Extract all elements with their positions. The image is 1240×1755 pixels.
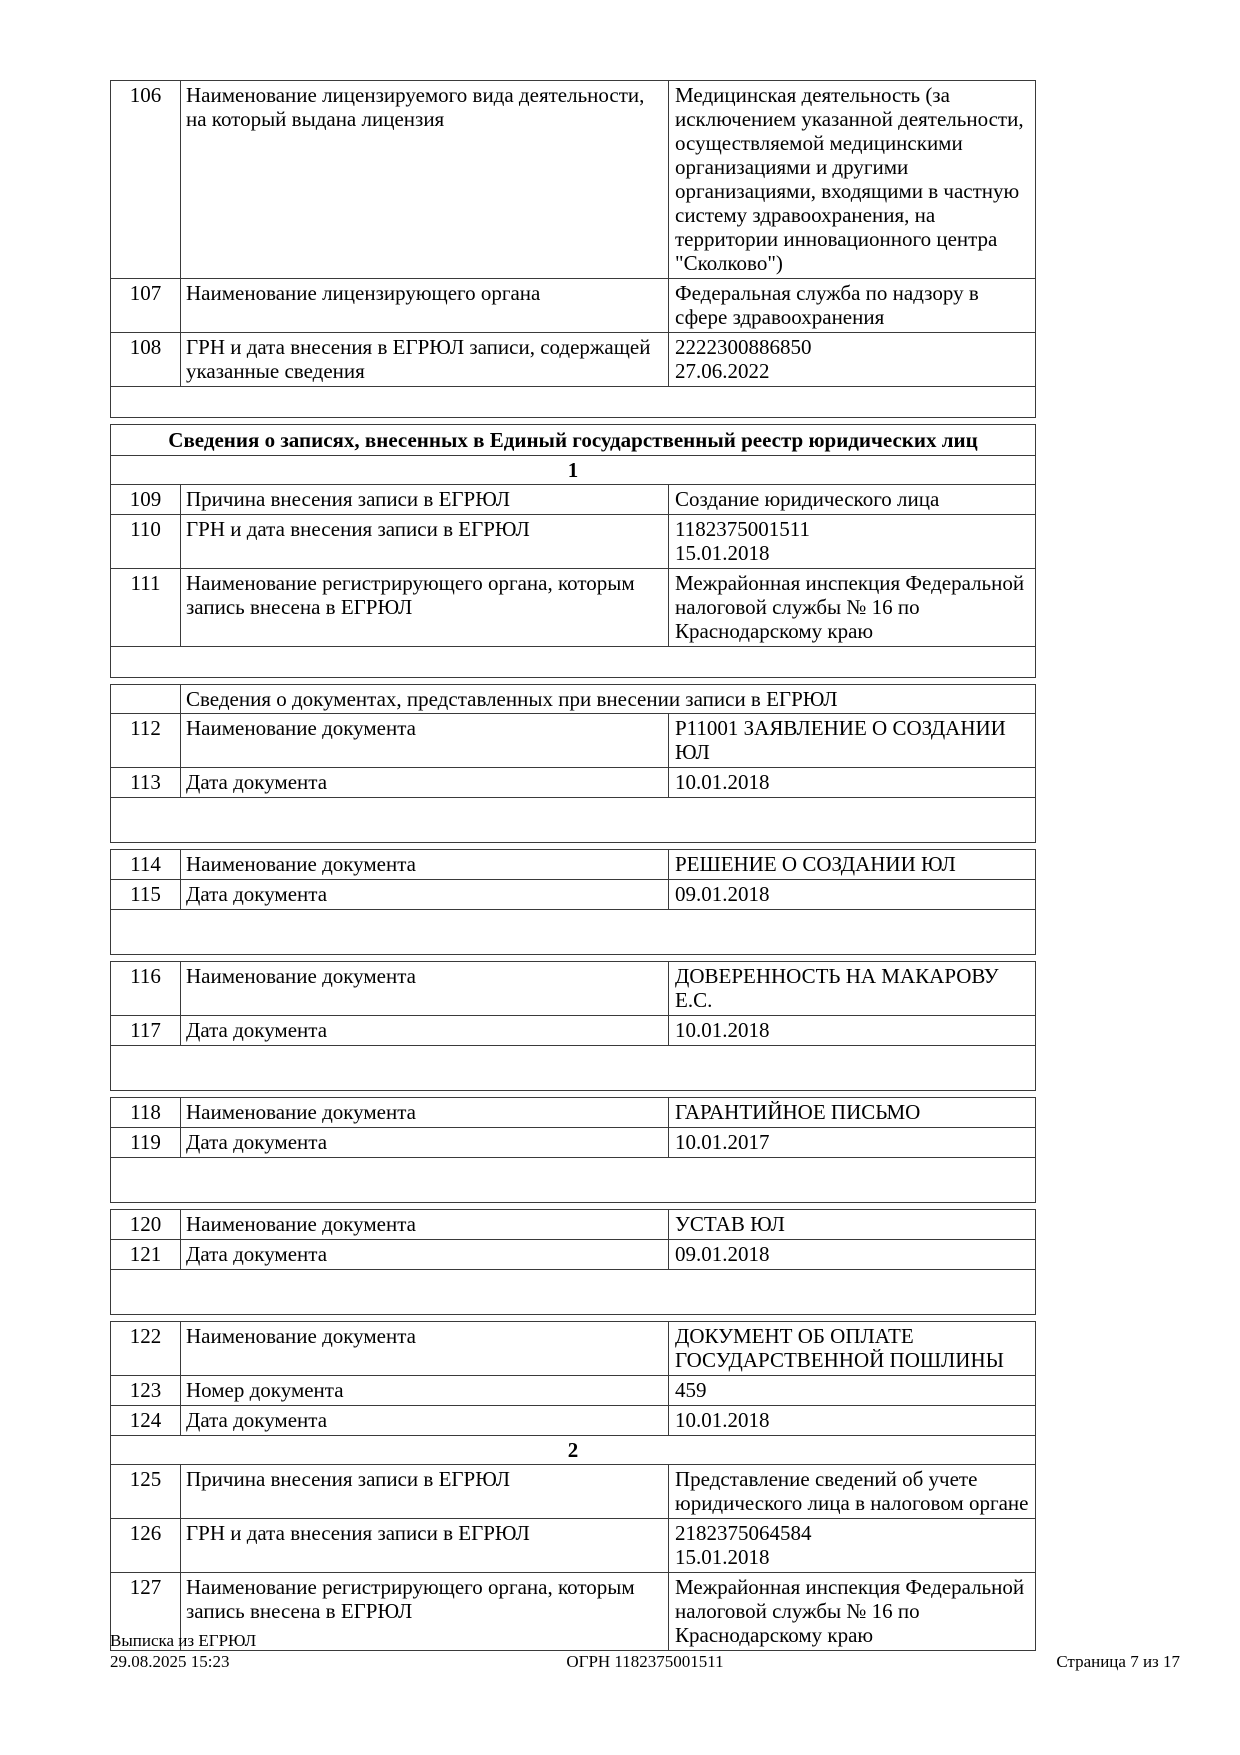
row-number: 118 <box>111 1098 181 1128</box>
row-number: 122 <box>111 1322 181 1376</box>
table-spacer <box>110 910 1036 955</box>
row-label: Наименование регистрирующего органа, которым запись внесена в ЕГРЮЛ <box>181 569 669 647</box>
footer-doc-type: Выписка из ЕГРЮЛ <box>110 1631 257 1650</box>
row-112 <box>111 714 1036 768</box>
documents-subheader-row <box>111 685 1036 714</box>
value-line-date: 15.01.2018 <box>675 541 770 565</box>
section-header-row <box>111 425 1036 456</box>
row-number: 123 <box>111 1376 181 1406</box>
table-spacer <box>110 1046 1036 1091</box>
license-table <box>110 80 1036 387</box>
page-content <box>110 80 1036 1651</box>
row-110 <box>111 515 1036 569</box>
row-107 <box>111 279 1036 333</box>
row-number: 121 <box>111 1240 181 1270</box>
row-label: Дата документа <box>181 768 669 798</box>
row-value: 10.01.2018 <box>669 768 1036 798</box>
row-125 <box>111 1465 1036 1519</box>
row-number: 115 <box>111 880 181 910</box>
records-entry1-table <box>110 424 1036 647</box>
row-label: Дата документа <box>181 880 669 910</box>
row-value: Р11001 ЗАЯВЛЕНИЕ О СОЗДАНИИ ЮЛ <box>669 714 1036 768</box>
table-spacer <box>110 798 1036 843</box>
row-label: Наименование документа <box>181 1322 669 1376</box>
footer-generated-datetime: 29.08.2025 15:23 <box>110 1652 230 1671</box>
row-115 <box>111 880 1036 910</box>
row-value: Межрайонная инспекция Федеральной налоговой службы № 16 по Краснодарскому краю <box>669 569 1036 647</box>
value-line-grn: 2182375064584 <box>675 1521 812 1545</box>
table-spacer <box>110 1270 1036 1315</box>
row-number: 124 <box>111 1406 181 1436</box>
row-label: Наименование документа <box>181 850 669 880</box>
row-label: Наименование документа <box>181 962 669 1016</box>
row-value: Медицинская деятельность (за исключением указанной деятельности, осуществляемой медицинскими организациями и другими организациями, входящими в частную систему здравоохранения, на территории инновационного центра "Сколково") <box>669 81 1036 279</box>
entry-number: 1 <box>111 456 1036 485</box>
row-108 <box>111 333 1036 387</box>
row-label: Наименование регистрирующего органа, которым запись внесена в ЕГРЮЛ <box>181 1573 669 1651</box>
row-106 <box>111 81 1036 279</box>
row-value <box>669 333 1036 387</box>
row-label: Наименование документа <box>181 714 669 768</box>
row-value: Федеральная служба по надзору в сфере здравоохранения <box>669 279 1036 333</box>
row-121 <box>111 1240 1036 1270</box>
row-value: 10.01.2017 <box>669 1128 1036 1158</box>
row-value: 10.01.2018 <box>669 1016 1036 1046</box>
section-title: Сведения о записях, внесенных в Единый государственный реестр юридических лиц <box>111 425 1036 456</box>
row-113 <box>111 768 1036 798</box>
row-number: 119 <box>111 1128 181 1158</box>
row-value: 09.01.2018 <box>669 1240 1036 1270</box>
row-value: 459 <box>669 1376 1036 1406</box>
table-spacer <box>110 387 1036 418</box>
row-number: 113 <box>111 768 181 798</box>
row-114 <box>111 850 1036 880</box>
value-line-grn: 1182375001511 <box>675 517 810 541</box>
row-value <box>669 515 1036 569</box>
row-label: Наименование документа <box>181 1098 669 1128</box>
row-label: ГРН и дата внесения записи в ЕГРЮЛ <box>181 515 669 569</box>
row-label: Наименование документа <box>181 1210 669 1240</box>
row-123 <box>111 1376 1036 1406</box>
row-value: УСТАВ ЮЛ <box>669 1210 1036 1240</box>
row-number: 116 <box>111 962 181 1016</box>
documents-table-5 <box>110 1209 1036 1270</box>
footer-page-number: Страница 7 из 17 <box>1056 1652 1181 1671</box>
entry-number: 2 <box>111 1436 1036 1465</box>
row-value: Создание юридического лица <box>669 485 1036 515</box>
row-126 <box>111 1519 1036 1573</box>
value-line-grn: 2222300886850 <box>675 335 812 359</box>
row-109 <box>111 485 1036 515</box>
row-label: Наименование лицензируемого вида деятельности, на который выдана лицензия <box>181 81 669 279</box>
row-label: Дата документа <box>181 1128 669 1158</box>
row-number: 111 <box>111 569 181 647</box>
row-value: ДОВЕРЕННОСТЬ НА МАКАРОВУ Е.С. <box>669 962 1036 1016</box>
documents-table-3 <box>110 961 1036 1046</box>
row-number: 108 <box>111 333 181 387</box>
row-119 <box>111 1128 1036 1158</box>
row-value: ДОКУМЕНТ ОБ ОПЛАТЕ ГОСУДАРСТВЕННОЙ ПОШЛИНЫ <box>669 1322 1036 1376</box>
row-number: 106 <box>111 81 181 279</box>
row-value: ГАРАНТИЙНОЕ ПИСЬМО <box>669 1098 1036 1128</box>
row-124 <box>111 1406 1036 1436</box>
row-number: 127 <box>111 1573 181 1651</box>
row-116 <box>111 962 1036 1016</box>
row-122 <box>111 1322 1036 1376</box>
row-number: 110 <box>111 515 181 569</box>
documents-subheader: Сведения о документах, представленных при внесении записи в ЕГРЮЛ <box>181 685 1036 714</box>
row-value: 10.01.2018 <box>669 1406 1036 1436</box>
row-label: ГРН и дата внесения в ЕГРЮЛ записи, содержащей указанные сведения <box>181 333 669 387</box>
row-number: 125 <box>111 1465 181 1519</box>
row-label: Дата документа <box>181 1406 669 1436</box>
row-label: Наименование лицензирующего органа <box>181 279 669 333</box>
footer-left <box>110 1630 467 1672</box>
row-number-empty <box>111 685 181 714</box>
documents-table-6-and-entry2 <box>110 1321 1036 1651</box>
row-number: 126 <box>111 1519 181 1573</box>
row-number: 120 <box>111 1210 181 1240</box>
row-value: Представление сведений об учете юридического лица в налоговом органе <box>669 1465 1036 1519</box>
footer-ogrn: ОГРН 1182375001511 <box>566 1652 724 1671</box>
row-118 <box>111 1098 1036 1128</box>
row-label: Номер документа <box>181 1376 669 1406</box>
value-line-date: 15.01.2018 <box>675 1545 770 1569</box>
documents-table-2 <box>110 849 1036 910</box>
row-number: 117 <box>111 1016 181 1046</box>
row-120 <box>111 1210 1036 1240</box>
row-number: 107 <box>111 279 181 333</box>
documents-table-1 <box>110 684 1036 798</box>
row-value: РЕШЕНИЕ О СОЗДАНИИ ЮЛ <box>669 850 1036 880</box>
entry-number-row <box>111 1436 1036 1465</box>
row-number: 114 <box>111 850 181 880</box>
row-label: Причина внесения записи в ЕГРЮЛ <box>181 1465 669 1519</box>
row-label: Дата документа <box>181 1016 669 1046</box>
row-value: Межрайонная инспекция Федеральной налоговой службы № 16 по Краснодарскому краю <box>669 1573 1036 1651</box>
entry-number-row <box>111 456 1036 485</box>
row-value: 09.01.2018 <box>669 880 1036 910</box>
row-value <box>669 1519 1036 1573</box>
page-footer <box>110 1630 1180 1672</box>
row-117 <box>111 1016 1036 1046</box>
row-111 <box>111 569 1036 647</box>
table-spacer <box>110 1158 1036 1203</box>
documents-table-4 <box>110 1097 1036 1158</box>
row-number: 112 <box>111 714 181 768</box>
row-label: Причина внесения записи в ЕГРЮЛ <box>181 485 669 515</box>
row-label: Дата документа <box>181 1240 669 1270</box>
value-line-date: 27.06.2022 <box>675 359 770 383</box>
table-spacer <box>110 647 1036 678</box>
row-label: ГРН и дата внесения записи в ЕГРЮЛ <box>181 1519 669 1573</box>
row-number: 109 <box>111 485 181 515</box>
